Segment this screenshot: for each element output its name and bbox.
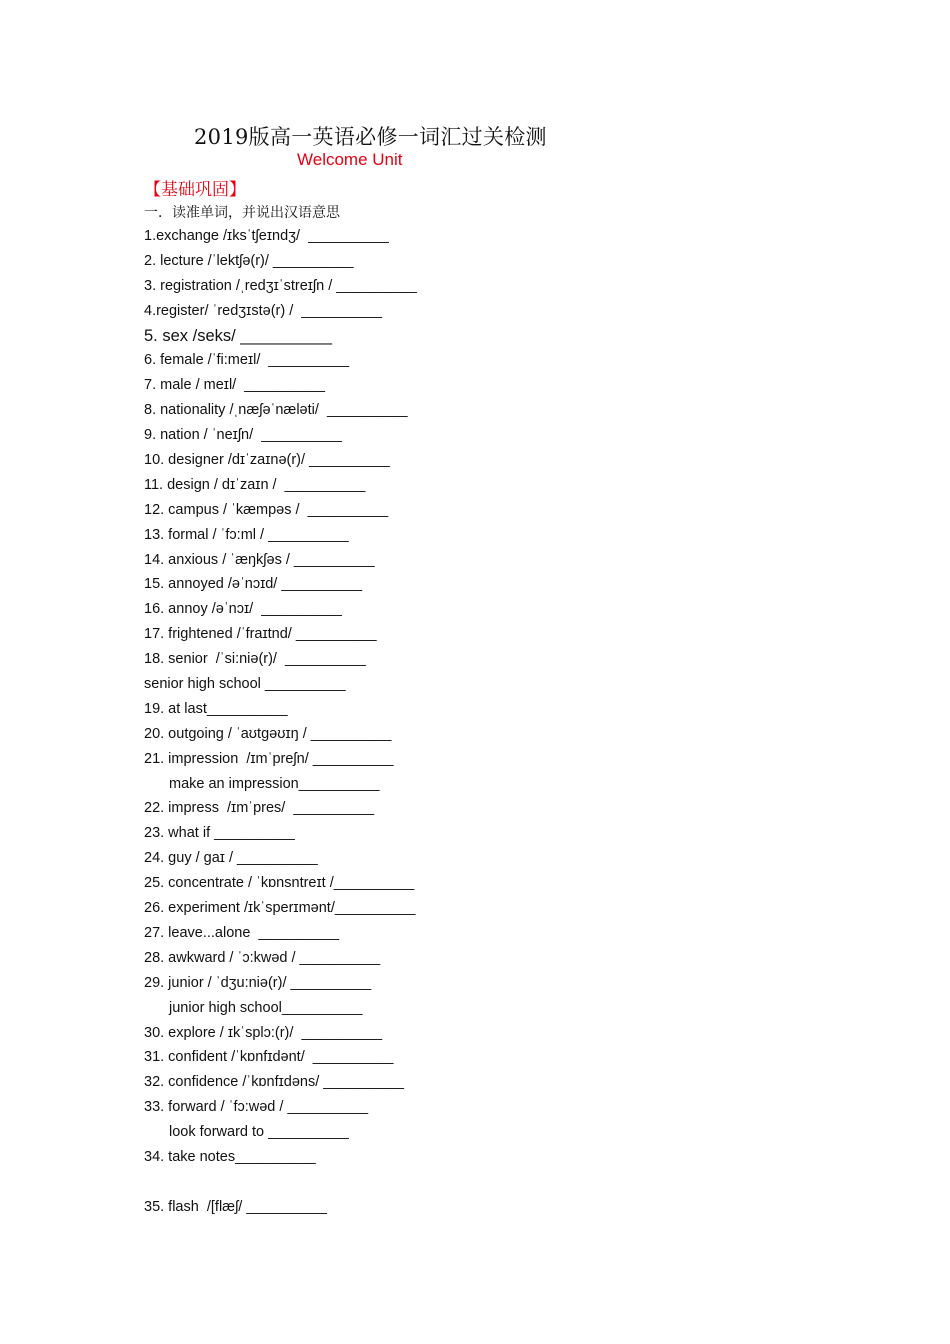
vocab-item: 6. female /ˈfi:meɪl/ __________	[144, 352, 350, 369]
vocab-item: 30. explore / ɪkˈsplɔ:(r)/ __________	[144, 1024, 383, 1041]
vocab-item: 16. annoy /əˈnɔɪ/ __________	[144, 601, 342, 618]
vocab-item: 26. experiment /ɪkˈsperɪmənt/__________	[144, 900, 416, 917]
vocab-item: make an impression__________	[169, 775, 380, 792]
vocab-item: 11. design / dɪˈzaɪn / __________	[144, 476, 366, 493]
vocab-item: 19. at last__________	[144, 700, 288, 717]
document-title: 2019版高一英语必修一词汇过关检测	[194, 125, 547, 149]
vocab-item: 23. what if __________	[144, 825, 295, 842]
vocab-item: 4.register/ ˈredʒɪstə(r) / __________	[144, 302, 382, 319]
vocab-item: 13. formal / ˈfɔ:ml / __________	[144, 526, 349, 543]
vocab-item: 29. junior / ˈdʒu:niə(r)/ __________	[144, 974, 372, 991]
vocab-item: 18. senior /ˈsi:niə(r)/ __________	[144, 651, 366, 668]
vocab-item: senior high school __________	[144, 676, 346, 693]
vocab-item: 20. outgoing / ˈaʊtgəʊɪŋ / __________	[144, 725, 392, 742]
vocabulary-list	[144, 224, 844, 1220]
section-heading: 【基础巩固】	[144, 180, 246, 200]
vocab-item: 5. sex /seks/ __________	[144, 326, 333, 345]
vocab-item: junior high school__________	[169, 999, 363, 1016]
vocab-item: 15. annoyed /əˈnɔɪd/ __________	[144, 576, 363, 593]
vocab-item: 12. campus / ˈkæmpəs / __________	[144, 501, 389, 518]
vocab-item: 1.exchange /ɪksˈtʃeɪndʒ/ __________	[144, 228, 389, 244]
vocab-item: 2. lecture /ˈlektʃə(r)/ __________	[144, 252, 354, 269]
vocab-item: look forward to __________	[169, 1124, 349, 1141]
vocab-item: 31. confident /ˈkɒnfɪdənt/ __________	[144, 1049, 394, 1066]
unit-subtitle: Welcome Unit	[297, 150, 403, 169]
vocab-item: 33. forward / ˈfɔ:wəd / __________	[144, 1099, 369, 1116]
vocab-item: 3. registration /ˌredʒɪˈstreɪʃn / __________	[144, 277, 417, 294]
vocab-item: 22. impress /ɪmˈpres/ __________	[144, 800, 375, 817]
vocab-item: 28. awkward / ˈɔ:kwəd / __________	[144, 949, 381, 966]
vocab-item: 9. nation / ˈneɪʃn/ __________	[144, 427, 342, 444]
blank-spacer	[144, 1170, 844, 1195]
vocab-item: 32. confidence /ˈkɒnfɪdəns/ __________	[144, 1074, 404, 1091]
vocab-item: 35. flash /[flæʃ/ __________	[144, 1198, 327, 1215]
vocab-item: 14. anxious / ˈæŋkʃəs / __________	[144, 551, 375, 568]
vocab-item: 10. designer /dɪˈzaɪnə(r)/ __________	[144, 452, 390, 469]
vocab-item: 34. take notes__________	[144, 1148, 316, 1165]
vocab-item: 24. guy / gaɪ / __________	[144, 850, 318, 867]
vocab-item: 25. concentrate / ˈkɒnsntreɪt /__________	[144, 875, 415, 892]
vocab-item: 7. male / meɪl/ __________	[144, 377, 325, 394]
instruction-text: 一．读准单词，并说出汉语意思	[144, 205, 340, 221]
vocab-item: 21. impression /ɪmˈpreʃn/ __________	[144, 750, 394, 767]
vocab-item: 17. frightened /ˈfraɪtnd/ __________	[144, 626, 377, 643]
vocab-item: 8. nationality /ˌnæʃəˈnæləti/ __________	[144, 402, 408, 419]
vocab-item: 27. leave...alone __________	[144, 924, 340, 941]
